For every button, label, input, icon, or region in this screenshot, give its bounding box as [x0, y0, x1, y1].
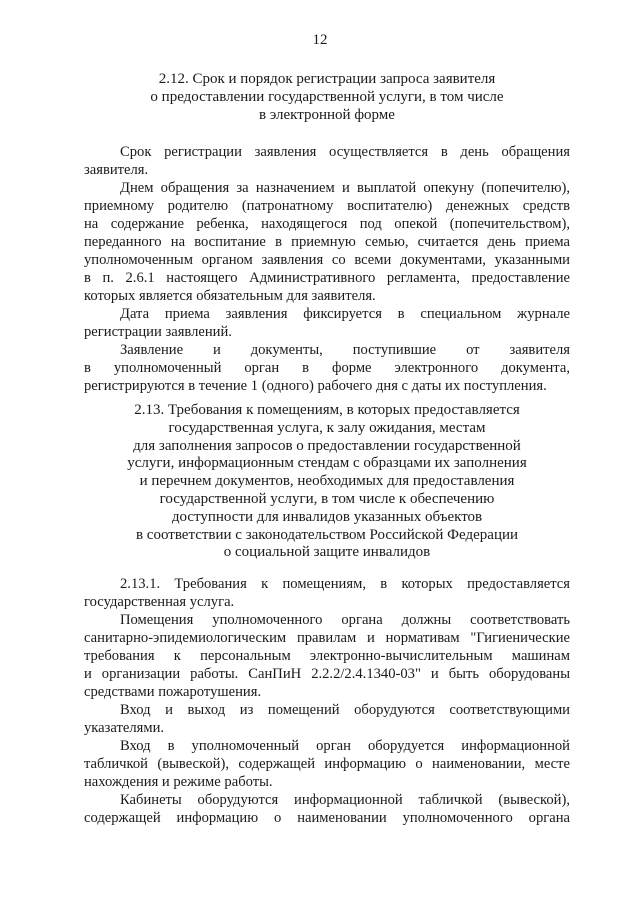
paragraph-line: в уполномоченный орган в форме электронного документа, — [84, 360, 570, 376]
paragraph-line: заявителя. — [84, 162, 149, 178]
paragraph-line: содержащей информацию о наименовании уполномоченного органа — [84, 810, 570, 826]
paragraph-line: указателями. — [84, 720, 165, 736]
heading-line: государственная услуга, к залу ожидания, местам — [168, 419, 486, 436]
paragraph-line: переданного на воспитание в приемную семью, считается день приема — [84, 234, 570, 250]
paragraph-line: табличкой (вывеской), содержащей информацию о наименовании, месте — [84, 756, 570, 772]
paragraph-line: Кабинеты оборудуются информационной табличкой (вывеской), — [120, 792, 570, 808]
paragraph-line: регистрируются в течение 1 (одного) рабочего дня с даты их поступления. — [84, 378, 547, 394]
paragraph-line: требования к персональным электронно-вычислительным машинам — [84, 648, 570, 664]
paragraph-line: Вход и выход из помещений оборудуются соответствующими — [120, 702, 570, 718]
paragraph-line: Днем обращения за назначением и выплатой опекуну (попечителю), — [120, 180, 570, 196]
paragraph-line: которых является обязательным для заявителя. — [84, 288, 376, 304]
paragraph-line: 2.13.1. Требования к помещениям, в которых предоставляется — [120, 576, 570, 592]
section-213-heading — [84, 402, 570, 562]
heading-line: 2.13. Требования к помещениям, в которых предоставляется — [134, 402, 520, 418]
heading-line: услуги, информационным стендам с образцами их заполнения — [127, 455, 527, 472]
paragraph-line: в п. 2.6.1 настоящего Административного регламента, предоставление — [84, 270, 570, 286]
heading-line: для заполнения запросов о предоставлении государственной — [133, 437, 521, 454]
paragraph-line: нахождения и режиме работы. — [84, 774, 273, 790]
heading-line: 2.12. Срок и порядок регистрации запроса заявителя — [158, 71, 496, 87]
paragraph-line: Вход в уполномоченный орган оборудуется информационной — [120, 738, 570, 754]
paragraph-line: приемному родителю (патронатному воспитателю) денежных средств — [84, 198, 570, 214]
heading-line: в соответствии с законодательством Российской Федерации — [135, 526, 519, 543]
heading-line: государственной услуги, в том числе к обеспечению — [159, 490, 495, 507]
paragraph-line: Помещения уполномоченного органа должны соответствовать — [120, 612, 570, 628]
heading-line: о социальной защите инвалидов — [223, 544, 431, 561]
paragraph-line: Дата приема заявления фиксируется в специальном журнале — [120, 306, 570, 322]
paragraph-line: государственная услуга. — [84, 594, 235, 610]
paragraph-line: уполномоченным органом заявления со всеми документами, указанными — [84, 252, 570, 268]
paragraph-line: регистрации заявлений. — [84, 324, 232, 340]
paragraph-line: Заявление и документы, поступившие от заявителя — [120, 342, 570, 358]
heading-line: доступности для инвалидов указанных объектов — [171, 508, 483, 525]
page-number: 12 — [312, 32, 328, 48]
heading-line: и перечнем документов, необходимых для предоставления — [139, 473, 515, 490]
heading-line: о предоставлении государственной услуги, в том числе — [150, 88, 504, 105]
paragraph-line: средствами пожаротушения. — [84, 684, 262, 700]
paragraph-line: Срок регистрации заявления осуществляется в день обращения — [120, 144, 570, 160]
heading-line: в электронной форме — [259, 106, 395, 123]
paragraph-line: санитарно-эпидемиологическим правилам и нормативам "Гигиенические — [84, 630, 570, 646]
paragraph-line: и организации работы. СанПиН 2.2.2/2.4.1340-03" и быть оборудованы — [84, 666, 570, 682]
section-212-heading — [84, 71, 570, 124]
paragraph-line: на содержание ребенка, находящегося под опекой (попечительством), — [84, 216, 570, 232]
